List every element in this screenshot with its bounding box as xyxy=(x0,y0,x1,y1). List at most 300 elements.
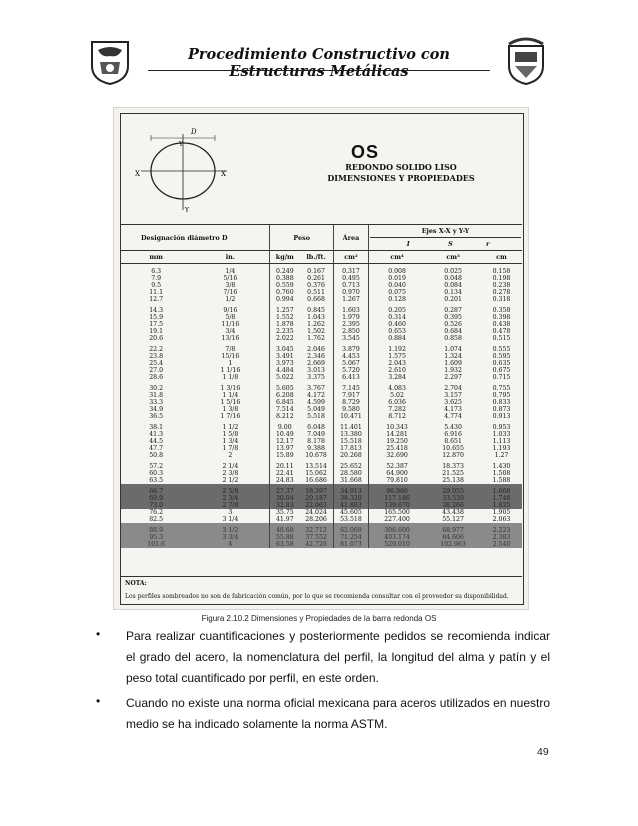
table-cell: 2.346 xyxy=(307,353,325,360)
table-cell: 3.013 xyxy=(307,367,325,374)
table-cell: 42.726 xyxy=(299,541,333,548)
table-cell: 2 3/8 xyxy=(222,470,239,477)
table-cell: 0.884 xyxy=(368,335,425,342)
table-row xyxy=(121,541,522,548)
table-row xyxy=(121,438,522,445)
table-cell: 16.686 xyxy=(305,477,327,484)
table-cell: 1 5/8 xyxy=(222,431,239,438)
table-cell: 1.825 xyxy=(481,502,522,509)
table-cell: 0.278 xyxy=(492,289,511,296)
table-cell: 6.208 xyxy=(270,392,299,399)
table-cell: 13.514 xyxy=(305,463,327,470)
table-cell: 5/16 xyxy=(223,275,238,282)
table-row xyxy=(121,353,522,360)
figure-note xyxy=(121,576,522,600)
section-subtitle xyxy=(326,162,476,184)
col-designacion: Designación diámetro D xyxy=(121,225,270,251)
table-cell: 25.652 xyxy=(333,459,368,470)
table-cell: 5.605 xyxy=(270,381,299,392)
table-cell: 0.713 xyxy=(333,282,368,289)
table-cell: 0.025 xyxy=(444,268,462,275)
table-cell: 29.055 xyxy=(425,484,481,495)
table-cell: 7.145 xyxy=(333,381,368,392)
table-cell: 1 3/16 xyxy=(220,385,241,392)
table-cell: 9/16 xyxy=(223,307,238,314)
table-cell: 37.552 xyxy=(299,534,333,541)
table-cell: 88.9 xyxy=(121,523,191,534)
table-cell: 44.5 xyxy=(149,438,164,445)
diagram-label-x-left: X xyxy=(135,170,140,178)
table-cell: 1.762 xyxy=(307,335,325,342)
section-subtitle-line2: DIMENSIONES Y PROPIEDADES xyxy=(327,173,475,183)
table-row xyxy=(121,374,522,381)
table-row xyxy=(121,452,522,459)
table-row xyxy=(121,282,522,289)
table-cell: 1.609 xyxy=(444,360,462,367)
table-cell: 1.324 xyxy=(444,353,462,360)
table-cell: 47.7 xyxy=(149,445,164,452)
table-cell: 10.471 xyxy=(333,413,368,420)
section-code: OS xyxy=(351,142,380,162)
table-cell: 0.595 xyxy=(492,353,511,360)
table-cell: 0.970 xyxy=(333,289,368,296)
table-cell: 25.4 xyxy=(149,360,164,367)
table-cell: 0.438 xyxy=(492,321,511,328)
table-cell: 38.1 xyxy=(149,424,164,431)
table-cell: 28.580 xyxy=(333,470,368,477)
table-cell: 6.845 xyxy=(270,399,299,406)
round-bar-section-diagram xyxy=(135,126,235,214)
table-cell: 4.083 xyxy=(368,381,425,392)
properties-table xyxy=(121,224,522,548)
table-cell: 1 1/4 xyxy=(222,392,239,399)
unam-crest-icon xyxy=(88,38,132,86)
table-cell: 7.917 xyxy=(333,392,368,399)
table-cell: 81.073 xyxy=(333,541,368,548)
table-cell: 63.58 xyxy=(270,541,299,548)
table-cell: 3.973 xyxy=(270,360,299,367)
table-cell: 53.518 xyxy=(333,516,368,523)
table-cell: 48.68 xyxy=(270,523,299,534)
unit-cell: cm xyxy=(481,251,522,264)
table-cell: 6.413 xyxy=(333,374,368,381)
table-cell: 9.00 xyxy=(270,420,299,431)
table-row xyxy=(121,328,522,335)
table-cell: 32.83 xyxy=(270,502,299,509)
table-cell: 2.383 xyxy=(481,534,522,541)
table-cell: 0.395 xyxy=(444,314,462,321)
table-cell: 4.599 xyxy=(307,399,325,406)
table-row xyxy=(121,502,522,509)
table-cell: 529.010 xyxy=(368,541,425,548)
table-cell: 19.1 xyxy=(149,328,164,335)
bullet-text: Para realizar cuantificaciones y posteriormente pedidos se recomienda indicar el grado del acero, la nomenclatura del perfil, la longitud del alma y patín y el peso total cuantificado por perfil, en este orden. xyxy=(126,629,550,685)
table-cell: 15.062 xyxy=(305,470,327,477)
table-cell: 0.715 xyxy=(492,374,511,381)
table-cell: 20.6 xyxy=(149,335,164,342)
table-row xyxy=(121,360,522,367)
table-cell: 0.388 xyxy=(270,275,299,282)
table-cell: 10.678 xyxy=(305,452,327,459)
table-cell: 9.388 xyxy=(307,445,325,452)
table-cell: 14.3 xyxy=(149,307,164,314)
table-cell: 3/4 xyxy=(225,328,236,335)
table-row xyxy=(121,406,522,413)
table-cell: 12.7 xyxy=(149,296,164,303)
table-cell: 4.484 xyxy=(270,367,299,374)
table-cell: 0.398 xyxy=(492,314,511,321)
table-cell: 27.37 xyxy=(270,484,299,495)
table-cell: 76.2 xyxy=(149,509,164,516)
unit-cell: cm² xyxy=(333,251,368,264)
table-cell: 21.525 xyxy=(442,470,464,477)
table-cell: 63.5 xyxy=(149,477,164,484)
note-body: Los perfiles sombreados no son de fabricación común, por lo que se recomienda consultar con el proveedor su disponibilidad. xyxy=(125,593,509,600)
unit-cell: in. xyxy=(191,251,270,264)
table-row xyxy=(121,367,522,374)
table-cell: 0.261 xyxy=(307,275,325,282)
table-cell: 2.704 xyxy=(444,385,462,392)
table-cell: 2.540 xyxy=(481,541,522,548)
table-cell: 2.022 xyxy=(270,335,299,342)
table-cell: 11.401 xyxy=(333,420,368,431)
unit-cell: cm⁴ xyxy=(368,251,425,264)
table-cell: 1.257 xyxy=(270,303,299,314)
table-cell: 25.418 xyxy=(368,445,425,452)
table-cell: 0.249 xyxy=(270,264,299,276)
table-cell: 403.174 xyxy=(368,534,425,541)
table-cell: 0.205 xyxy=(368,303,425,314)
table-cell: 1.113 xyxy=(492,438,511,445)
table-cell: 60.3 xyxy=(149,470,164,477)
table-cell: 18.397 xyxy=(299,484,333,495)
table-cell: 5.430 xyxy=(444,424,462,431)
table-cell: 8.729 xyxy=(333,399,368,406)
figure-caption: Figura 2.10.2 Dimensiones y Propiedades de la barra redonda OS xyxy=(201,614,437,623)
table-cell: 4.172 xyxy=(307,392,325,399)
table-cell: 2.395 xyxy=(333,321,368,328)
table-cell: 1.878 xyxy=(270,321,299,328)
table-row xyxy=(121,459,522,470)
table-cell: 4.774 xyxy=(444,413,462,420)
table-cell: 0.317 xyxy=(333,264,368,276)
table-cell: 0.008 xyxy=(368,264,425,276)
table-cell: 1 5/16 xyxy=(220,399,241,406)
table-cell: 0.858 xyxy=(444,335,462,342)
table-cell: 0.040 xyxy=(368,282,425,289)
table-cell: 69.9 xyxy=(121,495,191,502)
table-cell: 0.084 xyxy=(444,282,462,289)
table-cell: 15/16 xyxy=(221,353,240,360)
table-cell: 31.8 xyxy=(149,392,164,399)
table-cell: 0.635 xyxy=(492,360,511,367)
table-cell: 0.495 xyxy=(333,275,368,282)
table-row xyxy=(121,470,522,477)
table-cell: 7.282 xyxy=(368,406,425,413)
table-cell: 7/8 xyxy=(225,346,236,353)
table-row xyxy=(121,275,522,282)
table-cell: 1.267 xyxy=(333,296,368,303)
page-header xyxy=(0,0,638,100)
table-cell: 34.913 xyxy=(333,484,368,495)
table-cell: 102.963 xyxy=(425,541,481,548)
table-cell: 2 5/8 xyxy=(191,484,270,495)
bullet-marker: • xyxy=(96,694,101,708)
table-row xyxy=(121,413,522,420)
table-cell: 41.883 xyxy=(333,502,368,509)
table-cell: 0.668 xyxy=(307,296,325,303)
table-row xyxy=(121,392,522,399)
table-cell: 31.668 xyxy=(333,477,368,484)
section-subtitle-line1: REDONDO SOLIDO LISO xyxy=(345,162,457,172)
table-cell: 18.373 xyxy=(442,463,464,470)
table-cell: 2.610 xyxy=(368,367,425,374)
table-row xyxy=(121,335,522,342)
table-cell: 11/16 xyxy=(221,321,240,328)
table-cell: 30.04 xyxy=(270,495,299,502)
table-row xyxy=(121,296,522,303)
table-cell: 0.158 xyxy=(492,268,511,275)
table-cell: 1.502 xyxy=(307,328,325,335)
table-cell: 82.5 xyxy=(149,516,164,523)
table-row xyxy=(121,264,522,276)
table-cell: 7/16 xyxy=(223,289,238,296)
table-cell: 1.508 xyxy=(492,470,511,477)
page-number: 49 xyxy=(537,746,549,758)
table-row xyxy=(121,289,522,296)
table-cell: 1 1/16 xyxy=(220,367,241,374)
table-cell: 10.49 xyxy=(270,431,299,438)
table-cell: 11.1 xyxy=(149,289,164,296)
table-cell: 0.760 xyxy=(270,289,299,296)
table-cell: 2.297 xyxy=(444,374,462,381)
table-cell: 8.712 xyxy=(368,413,425,420)
table-cell: 2 xyxy=(228,452,233,459)
table-cell: 2 7/8 xyxy=(191,502,270,509)
table-row xyxy=(121,495,522,502)
table-cell: 0.376 xyxy=(307,282,325,289)
table-cell: 9.5 xyxy=(151,282,162,289)
table-cell: 33.530 xyxy=(425,495,481,502)
table-cell: 24.024 xyxy=(305,509,327,516)
table-cell: 73.0 xyxy=(121,502,191,509)
table-cell: 3/8 xyxy=(225,282,236,289)
table-cell: 50.8 xyxy=(149,452,164,459)
table-cell: 1.588 xyxy=(492,477,511,484)
table-cell: 2 1/4 xyxy=(222,463,239,470)
table-cell: 57.2 xyxy=(149,463,164,470)
table-cell: 0.833 xyxy=(492,399,511,406)
table-row xyxy=(121,534,522,541)
unit-cell: cm³ xyxy=(425,251,481,264)
table-cell: 1.430 xyxy=(492,463,511,470)
table-cell: 5.067 xyxy=(333,360,368,367)
header-title: Procedimiento Constructivo con Estructuras Metálicas xyxy=(188,46,450,80)
table-cell: 0.953 xyxy=(492,424,511,431)
table-cell: 3.045 xyxy=(270,342,299,353)
table-row xyxy=(121,381,522,392)
table-cell: 0.134 xyxy=(444,289,462,296)
table-cell: 0.994 xyxy=(270,296,299,303)
table-cell: 96.960 xyxy=(368,484,425,495)
table-cell: 1/4 xyxy=(225,268,236,275)
table-cell: 7.049 xyxy=(307,431,325,438)
table-cell: 3 1/4 xyxy=(222,516,239,523)
table-cell: 0.048 xyxy=(444,275,462,282)
engineering-faculty-crest-icon xyxy=(503,34,549,86)
table-cell: 33.3 xyxy=(149,399,164,406)
diagram-label-y-bottom: Y xyxy=(185,207,189,214)
table-cell: 1.575 xyxy=(368,353,425,360)
table-cell: 79.810 xyxy=(368,477,425,484)
table-cell: 0.526 xyxy=(444,321,462,328)
table-cell: 2 3/4 xyxy=(191,495,270,502)
table-row xyxy=(121,314,522,321)
table-cell: 1.043 xyxy=(307,314,325,321)
table-cell: 62.069 xyxy=(333,523,368,534)
table-cell: 3 xyxy=(228,509,233,516)
table-cell: 38.320 xyxy=(333,495,368,502)
table-cell: 1 3/4 xyxy=(222,438,239,445)
table-cell: 5.720 xyxy=(333,367,368,374)
table-cell: 6.3 xyxy=(151,268,162,275)
table-cell: 32.690 xyxy=(368,452,425,459)
table-cell: 3 3/4 xyxy=(191,534,270,541)
table-row xyxy=(121,399,522,406)
table-cell: 12.870 xyxy=(442,452,464,459)
table-cell: 5.049 xyxy=(307,406,325,413)
table-row xyxy=(121,303,522,314)
table-cell: 34.9 xyxy=(149,406,164,413)
table-cell: 15.89 xyxy=(270,452,299,459)
table-cell: 1.192 xyxy=(368,342,425,353)
bullet-marker: • xyxy=(96,627,101,641)
table-cell: 0.128 xyxy=(368,296,425,303)
table-cell: 4 xyxy=(191,541,270,548)
table-cell: 55.127 xyxy=(442,516,464,523)
table-cell: 27.0 xyxy=(149,367,164,374)
table-cell: 22.063 xyxy=(299,502,333,509)
table-cell: 12.17 xyxy=(270,438,299,445)
table-cell: 30.2 xyxy=(149,385,164,392)
unit-cell: lb./ft. xyxy=(299,251,333,264)
scanned-figure xyxy=(113,107,529,610)
col-ejes xyxy=(368,225,522,251)
table-cell: 24.83 xyxy=(270,477,299,484)
table-cell: 0.358 xyxy=(492,307,511,314)
table-cell: 66.7 xyxy=(121,484,191,495)
table-cell: 7.514 xyxy=(270,406,299,413)
table-cell: 43.438 xyxy=(442,509,464,516)
bullet-text: Cuando no existe una norma oficial mexicana para aceros utilizados en nuestro medio se ha indicado solamente la norma ASTM. xyxy=(126,696,550,731)
table-cell: 1 7/8 xyxy=(222,445,239,452)
table-row xyxy=(121,420,522,431)
table-cell: 0.460 xyxy=(368,321,425,328)
table-cell: 20.268 xyxy=(333,452,368,459)
table-cell: 2.223 xyxy=(481,523,522,534)
table-cell: 2.043 xyxy=(368,360,425,367)
figure-frame xyxy=(120,113,524,605)
diagram-label-y-top: Y xyxy=(179,141,183,148)
note-title: NOTA: xyxy=(125,580,147,587)
table-cell: 1/2 xyxy=(225,296,236,303)
col-peso: Peso xyxy=(270,225,333,251)
table-cell: 3.284 xyxy=(368,374,425,381)
table-cell: 0.075 xyxy=(368,289,425,296)
table-cell: 227.400 xyxy=(368,516,425,523)
table-cell: 2.235 xyxy=(270,328,299,335)
table-cell: 1.932 xyxy=(444,367,462,374)
table-cell: 22.41 xyxy=(270,470,299,477)
table-cell: 3.767 xyxy=(307,385,325,392)
table-cell: 10.655 xyxy=(442,445,464,452)
table-cell: 8.178 xyxy=(307,438,325,445)
table-cell: 20.187 xyxy=(299,495,333,502)
table-cell: 38.266 xyxy=(425,502,481,509)
table-cell: 28.6 xyxy=(149,374,164,381)
table-cell: 17.813 xyxy=(333,445,368,452)
table-cell: 52.387 xyxy=(368,459,425,470)
table-cell: 84.606 xyxy=(425,534,481,541)
table-cell: 0.845 xyxy=(307,307,325,314)
table-cell: 41.3 xyxy=(149,431,164,438)
col-area: Área xyxy=(333,225,368,251)
table-cell: 3.375 xyxy=(307,374,325,381)
table-cell: 19.250 xyxy=(368,438,425,445)
table-cell: 32.712 xyxy=(299,523,333,534)
table-cell: 117.186 xyxy=(368,495,425,502)
table-cell: 8.651 xyxy=(444,438,462,445)
col-s: S xyxy=(448,240,453,248)
table-cell: 22.2 xyxy=(149,346,164,353)
table-cell: 0.238 xyxy=(492,282,511,289)
table-cell: 0.201 xyxy=(444,296,462,303)
table-cell: 4.173 xyxy=(444,406,462,413)
table-cell: 0.167 xyxy=(307,268,325,275)
table-cell: 0.653 xyxy=(368,328,425,335)
table-row xyxy=(121,445,522,452)
table-cell: 3.491 xyxy=(270,353,299,360)
table-cell: 1.27 xyxy=(494,452,509,459)
table-cell: 1.074 xyxy=(444,346,462,353)
table-cell: 4.453 xyxy=(333,353,368,360)
table-cell: 6.036 xyxy=(368,399,425,406)
table-cell: 6.048 xyxy=(307,424,325,431)
table-cell: 139.670 xyxy=(368,502,425,509)
table-cell: 1.905 xyxy=(492,509,511,516)
table-cell: 10.343 xyxy=(368,420,425,431)
table-cell: 0.755 xyxy=(492,385,511,392)
table-cell: 1.748 xyxy=(481,495,522,502)
table-cell: 1 1/2 xyxy=(222,424,239,431)
table-cell: 0.515 xyxy=(492,335,511,342)
table-row xyxy=(121,321,522,328)
table-cell: 55.88 xyxy=(270,534,299,541)
table-cell: 1.668 xyxy=(481,484,522,495)
table-cell: 1.033 xyxy=(492,431,511,438)
table-cell: 0.314 xyxy=(368,314,425,321)
table-cell: 101.6 xyxy=(121,541,191,548)
table-cell: 3.545 xyxy=(333,335,368,342)
table-cell: 64.900 xyxy=(368,470,425,477)
table-cell: 0.795 xyxy=(492,392,511,399)
table-cell: 1.193 xyxy=(492,445,511,452)
table-header-row xyxy=(121,225,522,251)
table-cell: 9.580 xyxy=(333,406,368,413)
table-cell: 5.022 xyxy=(270,374,299,381)
table-cell: 1.262 xyxy=(307,321,325,328)
table-cell: 41.97 xyxy=(270,516,299,523)
